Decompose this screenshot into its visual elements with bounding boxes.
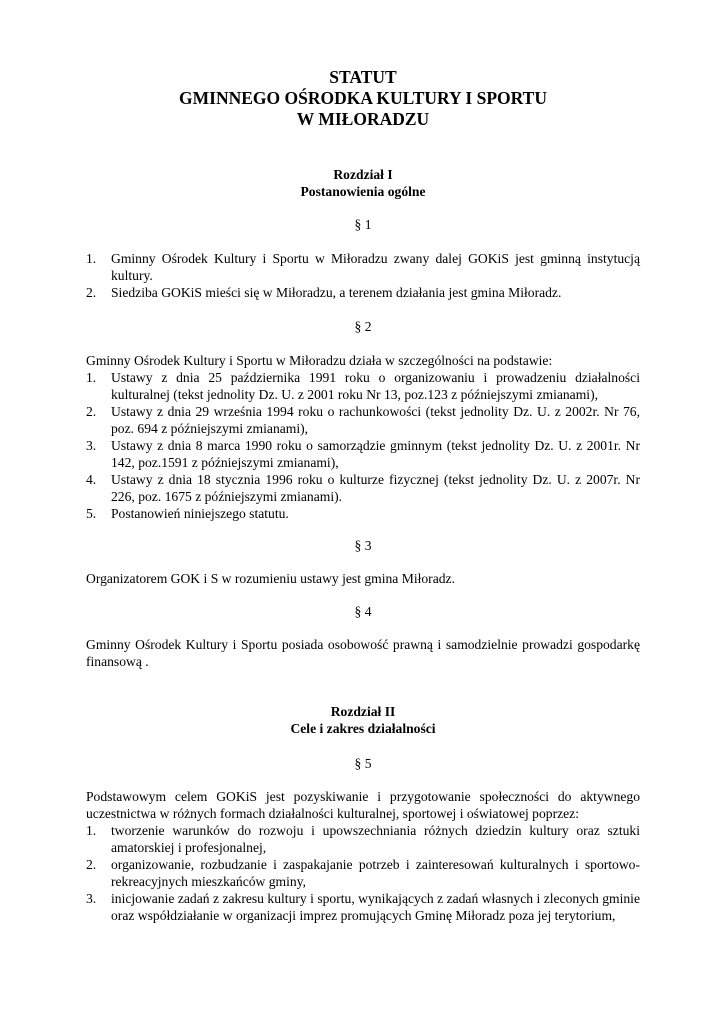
list-item — [86, 250, 640, 284]
document-title — [86, 67, 640, 130]
list-text: tworzenie warunków do rozwoju i upowszechniania różnych dziedzin kultury oraz sztuki amatorskiej i profesjonalnej, — [111, 823, 640, 855]
section-3-mark: § 3 — [354, 538, 372, 553]
list-item — [86, 822, 640, 856]
list-number: 1. — [86, 370, 97, 385]
list-item — [86, 505, 640, 522]
section-2-mark: § 2 — [354, 319, 372, 334]
section-5-mark: § 5 — [354, 756, 372, 771]
list-text: Siedziba GOKiS mieści się w Miłoradzu, a terenem działania jest gmina Miłoradz. — [111, 285, 562, 300]
section-5-list — [86, 822, 640, 924]
list-item — [86, 856, 640, 890]
list-item — [86, 437, 640, 471]
list-number: 1. — [86, 251, 97, 266]
chapter-1-subheading: Postanowienia ogólne — [300, 184, 426, 199]
list-number: 2. — [86, 857, 97, 872]
list-text: organizowanie, rozbudzanie i zaspakajanie potrzeb i zainteresowań kulturalnych i sportowo-rekreacyjnych mieszkańców gminy, — [111, 857, 640, 889]
title-line-3: W MIŁORADZU — [296, 109, 430, 129]
section-2-list — [86, 369, 640, 522]
section-3-text: Organizatorem GOK i S w rozumieniu ustawy jest gmina Miłoradz. — [86, 571, 455, 586]
list-number: 3. — [86, 891, 97, 906]
list-number: 3. — [86, 438, 97, 453]
section-5-intro: Podstawowym celem GOKiS jest pozyskiwanie i przygotowanie społeczności do aktywnego uczestnictwa w różnych formach działalności kulturalnej, sportowej i oświatowej poprzez: — [86, 789, 640, 821]
list-item — [86, 403, 640, 437]
list-item — [86, 471, 640, 505]
section-4-text: Gminny Ośrodek Kultury i Sportu posiada osobowość prawną i samodzielnie prowadzi gospodarkę finansową . — [86, 637, 640, 669]
list-number: 1. — [86, 823, 97, 838]
list-number: 4. — [86, 472, 97, 487]
list-item — [86, 369, 640, 403]
list-text: Ustawy z dnia 25 października 1991 roku o organizowaniu i prowadzeniu działalności kulturalnej (tekst jednolity Dz. U. z 2001 roku Nr 13, poz.123 z późniejszymi zmianami), — [111, 370, 640, 402]
list-text: inicjowanie zadań z zakresu kultury i sportu, wynikających z zadań własnych i zleconych gminie oraz współdziałanie w organizacji imprez promujących Gminę Miłoradz poza jej terytorium, — [111, 891, 640, 923]
section-1-mark: § 1 — [354, 217, 372, 232]
list-text: Gminny Ośrodek Kultury i Sportu w Miłoradzu zwany dalej GOKiS jest gminną instytucją kultury. — [111, 251, 640, 283]
chapter-2-subheading: Cele i zakres działalności — [290, 721, 436, 736]
list-text: Ustawy z dnia 29 września 1994 roku o rachunkowości (tekst jednolity Dz. U. z 2002r. Nr 76, poz. 694 z późniejszymi zmianami), — [111, 404, 640, 436]
list-number: 2. — [86, 285, 97, 300]
list-item — [86, 890, 640, 924]
title-line-1: STATUT — [329, 67, 397, 87]
list-item — [86, 284, 640, 301]
list-text: Ustawy z dnia 8 marca 1990 roku o samorządzie gminnym (tekst jednolity Dz. U. z 2001r. Nr 142, poz.1591 z późniejszymi zmianami), — [111, 438, 640, 470]
chapter-2-heading: Rozdział II — [330, 704, 396, 719]
section-2-intro: Gminny Ośrodek Kultury i Sportu w Miłoradzu działa w szczególności na podstawie: — [86, 353, 553, 368]
list-number: 2. — [86, 404, 97, 419]
list-text: Ustawy z dnia 18 stycznia 1996 roku o kulturze fizycznej (tekst jednolity Dz. U. z 2007r. Nr 226, poz. 1675 z późniejszymi zmianami). — [111, 472, 640, 504]
list-number: 5. — [86, 506, 97, 521]
section-4-mark: § 4 — [354, 604, 372, 619]
title-line-2: GMINNEGO OŚRODKA KULTURY I SPORTU — [179, 88, 547, 108]
chapter-1-heading: Rozdział I — [333, 167, 393, 182]
list-text: Postanowień niniejszego statutu. — [111, 506, 289, 521]
section-1-list — [86, 250, 640, 301]
